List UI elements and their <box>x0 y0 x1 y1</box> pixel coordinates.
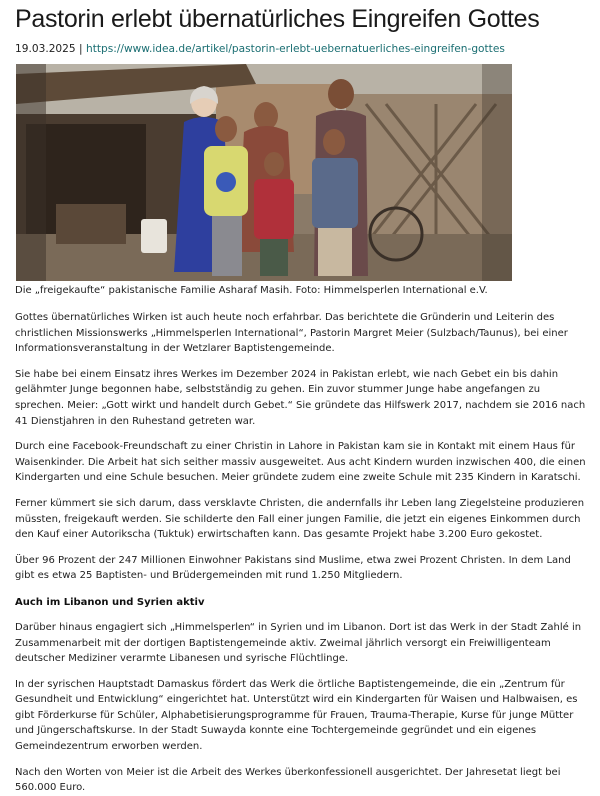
paragraph: In der syrischen Hauptstadt Damaskus fördert das Werk die örtliche Baptistengemeinde, die ein „Zentrum für Gesundheit und Entwicklung“ eingerichtet hat. Unterstützt wird ein Kindergarten für Waisen und Halbwaisen, es gibt Förderkurse für Schüler, Alphabetisierungsprogramme für Frauen, Trauma-Therapie, Kurse für junge Mütter und Jüngerschaftskurse. In der Stadt Suwayda konnte eine Tochtergemeinde gegründet und ein eigenes Gemeindezentrum erworben werden. <box>15 678 578 753</box>
paragraph: Sie habe bei einem Einsatz ihres Werkes im Dezember 2024 in Pakistan erlebt, wie nach Gebet ein bis dahin gelähmter Junge begonnen habe, selbstständig zu gehen. Ein zuvor stummer Junge habe angefangen zu sprechen. Meier: „Gott wirkt und handelt durch Gebet.“ Sie gründete das Hilfswerk 2017, nachdem sie 2016 nach 41 Dienstjahren in den Ruhestand getreten war. <box>15 368 586 427</box>
section-heading: Auch im Libanon und Syrien aktiv <box>15 596 205 608</box>
article-date: 19.03.2025 <box>15 43 76 55</box>
article-body-part-2 <box>15 620 586 796</box>
article-photo <box>16 64 512 281</box>
article-url-link[interactable]: https://www.idea.de/artikel/pastorin-erlebt-uebernatuerliches-eingreifen-gottes <box>85 43 505 55</box>
article-body-part-1 <box>15 310 586 584</box>
article-meta <box>15 42 586 56</box>
article-title: Pastorin erlebt übernatürliches Eingreifen Gottes <box>15 5 540 33</box>
meta-separator: | <box>79 43 83 55</box>
paragraph: Über 96 Prozent der 247 Millionen Einwohner Pakistans sind Muslime, etwa zwei Prozent Christen. In dem Land gibt es etwa 25 Baptisten- und Brüdergemeinden mit rund 1.250 Mitgliedern. <box>15 554 571 582</box>
paragraph: Durch eine Facebook-Freundschaft zu einer Christin in Lahore in Pakistan kam sie in Kontakt mit einem Haus für Waisenkinder. Die Arbeit hat sich seither massiv ausgeweitet. Aus acht Kindern wurden inzwischen 400, die einen Kindergarten und eine Schule besuchen. Meier gründete zudem eine zweite Schule mit 235 Kindern in Karatschi. <box>15 441 586 484</box>
paragraph: Ferner kümmert sie sich darum, dass versklavte Christen, die andernfalls ihr Leben lang Ziegelsteine produzieren müssten, freigekauft werden. Sie schilderte den Fall einer jungen Familie, die jetzt ein eigenes Einkommen durch den Kauf einer Autorikscha (Tuktuk) erwirtschaften kann. Das gesamte Projekt habe 3.200 Euro gekostet. <box>15 497 585 541</box>
photo-caption: Die „freigekaufte“ pakistanische Familie Asharaf Masih. Foto: Himmelsperlen International e.V. <box>15 285 488 296</box>
paragraph: Darüber hinaus engagiert sich „Himmelsperlen“ in Syrien und im Libanon. Dort ist das Werk in der Stadt Zahlé in Zusammenarbeit mit der dortigen Baptistengemeinde aktiv. Zweimal jährlich versorgt ein Freiwilligenteam deutscher Mediziner verarmte Libanesen und syrische Flüchtlinge. <box>15 621 582 665</box>
paragraph: Gottes übernatürliches Wirken ist auch heute noch erfahrbar. Das berichtete die Gründerin und Leiterin des christlichen Missionswerks „Himmelsperlen International“, Pastorin Margret Meier (Sulzbach/Taunus), bei einer Informationsveranstaltung in der Wetzlarer Baptistengemeinde. <box>15 312 568 355</box>
paragraph: Nach den Worten von Meier ist die Arbeit des Werkes überkonfessionell ausgerichtet. Der Jahresetat liegt bei 560.000 Euro. <box>15 766 561 794</box>
